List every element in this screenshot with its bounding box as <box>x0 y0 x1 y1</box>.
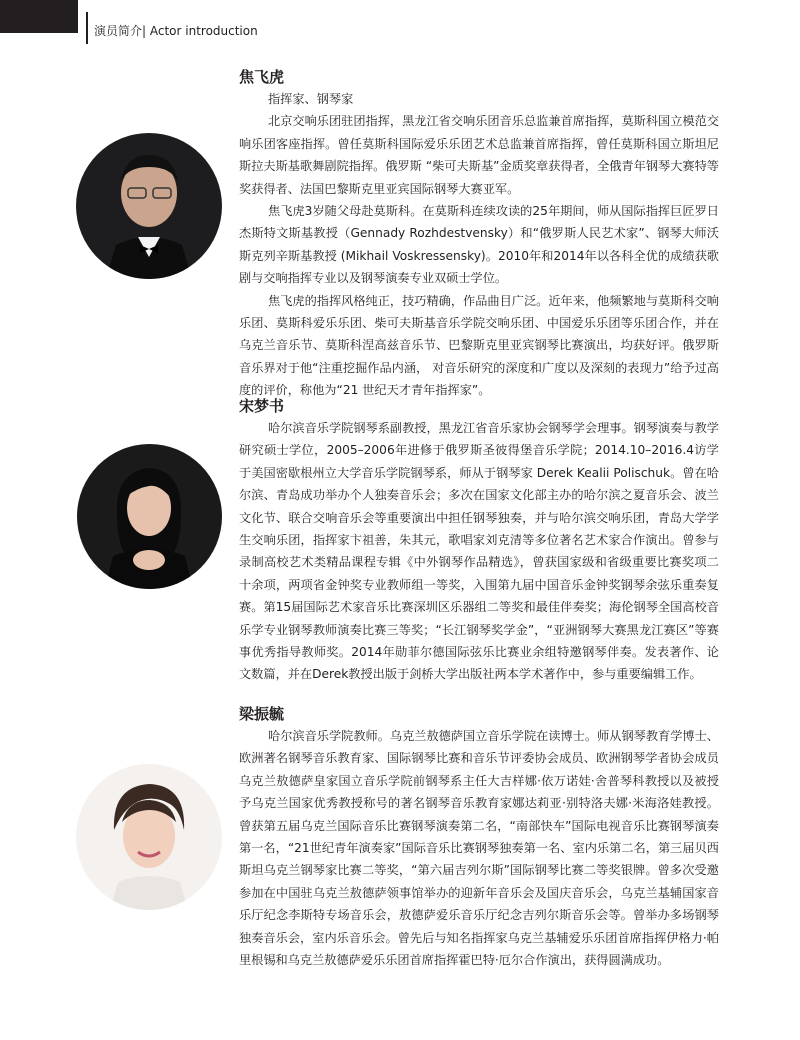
actor-bio-song-mengshu <box>239 395 719 686</box>
bio-paragraph: 哈尔滨音乐学院钢琴系副教授，黑龙江省音乐家协会钢琴学会理事。钢琴演奏与教学研究硕士学位，2005–2006年进修于俄罗斯圣彼得堡音乐学院；2014.10–2016.4访学于美国密歇根州立大学音乐学院钢琴系，师从于钢琴家 Derek Kealii Polischuk。曾在哈尔滨、青岛成功举办个人独奏音乐会；多次在国家文化部主办的哈尔滨之夏音乐会、波兰文化节、联合交响音乐会等重要演出中担任钢琴独奏，并与哈尔滨交响乐团，青岛大学学生交响乐团，指挥家卞祖善，朱其元，歌唱家刘克清等多位著名艺术家合作演出。曾参与录制高校艺术类精品课程专辑《中外钢琴作品精选》，曾获国家级和省级重要比赛奖项二十余项，两项省金钟奖专业教师组一等奖，入围第九届中国音乐金钟奖钢琴余弦乐重奏复赛。第15届国际艺术家音乐比赛深圳区乐器组二等奖和最佳伴奏奖；海伦钢琴全国高校音乐学专业钢琴教师演奏比赛三等奖；“长江钢琴奖学金”，“亚洲钢琴大赛黑龙江赛区”等赛事优秀指导教师奖。2014年勋菲尔德国际弦乐比赛业余组特邀钢琴伴奏。发表著作、论文数篇，并在Derek教授出版于剑桥大学出版社两本学术著作中，参与重要编辑工作。 <box>239 421 719 682</box>
actor-name: 宋梦书 <box>239 397 285 415</box>
bio-paragraph: 焦飞虎3岁随父母赴莫斯科。在莫斯科连续攻读的25年期间，师从国际指挥巨匠罗日杰斯特文斯基教授（Gennady Rozhdestvensky）和“俄罗斯人民艺术家”、钢琴大师沃斯克列辛斯基教授 (Mikhail Voskressensky)。2010年和2014年以各科全优的成绩获歌剧与交响指挥专业以及钢琴演奏专业双硕士学位。 <box>239 204 719 286</box>
header-block <box>0 0 78 33</box>
bio-paragraph: 北京交响乐团驻团指挥，黑龙江省交响乐团音乐总监兼首席指挥，莫斯科国立模范交响乐团客座指挥。曾任莫斯科国际爱乐乐团艺术总监兼首席指挥，曾任莫斯科国立斯坦尼斯拉夫斯基歌舞剧院指挥。俄罗斯 “柴可夫斯基”金质奖章获得者，全俄青年钢琴大赛特等奖获得者、法国巴黎斯克里亚宾国际钢琴大赛亚军。 <box>239 114 719 196</box>
bio-paragraph: 焦飞虎的指挥风格纯正，技巧精确，作品曲目广泛。近年来，他频繁地与莫斯科交响乐团、莫斯科爱乐乐团、柴可夫斯基音乐学院交响乐团、中国爱乐乐团等乐团合作，并在乌克兰音乐节、莫斯科涅高兹音乐节、巴黎斯克里亚宾钢琴比赛演出，均获好评。俄罗斯音乐界对于他“注重挖掘作品内涵， 对音乐研究的深度和广度以及深刻的表现力”给予过高度的评价，称他为“21 世纪天才青年指挥家”。 <box>239 293 719 398</box>
bio-paragraph: 哈尔滨音乐学院教师。乌克兰敖德萨国立音乐学院在读博士。师从钢琴教育学博士、欧洲著名钢琴音乐教育家、国际钢琴比赛和音乐节评委协会成员、欧洲钢琴学者协会成员乌克兰敖德萨皇家国立音乐学院前钢琴系主任大吉样娜·依万诺娃·舍普琴科教授以及被授予乌克兰国家优秀教授称号的著名钢琴音乐教育家娜达莉亚·别特洛夫娜·米海洛娃教授。曾获第五届乌克兰国际音乐比赛钢琴演奏第二名，“南部快车”国际电视音乐比赛钢琴演奏第一名，“21世纪青年演奏家”国际音乐比赛钢琴独奏第一名、室内乐第二名，第三届贝西斯坦乌克兰钢琴家比赛二等奖，“第六届吉列尔斯”国际钢琴比赛二等奖银牌。曾多次受邀参加在中国驻乌克兰敖德萨领事馆举办的迎新年音乐会及国庆音乐会，乌克兰基辅国家音乐厅纪念李斯特专场音乐会，敖德萨爱乐音乐厅纪念吉列尔斯音乐会等。曾举办多场钢琴独奏音乐会，室内乐音乐会。曾先后与知名指挥家乌克兰基辅爱乐乐团首席指挥伊格力·帕里根锡和乌克兰敖德萨爱乐乐团首席指挥霍巴特·厄尔合作演出，获得圆满成功。 <box>239 729 719 968</box>
page-header: 演员简介| Actor introduction <box>94 24 258 38</box>
actor-photo-song-mengshu <box>77 444 222 589</box>
actor-photo-liang-zhenyu <box>76 764 222 910</box>
header-divider <box>86 12 88 44</box>
actor-bio-jiao-feihu <box>239 66 719 402</box>
actor-role: 指挥家、钢琴家 <box>268 92 354 106</box>
actor-photo-jiao-feihu <box>76 133 222 279</box>
actor-bio-liang-zhenyu <box>239 703 719 971</box>
actor-name: 焦飞虎 <box>239 68 285 86</box>
actor-name: 梁振毓 <box>239 705 285 723</box>
